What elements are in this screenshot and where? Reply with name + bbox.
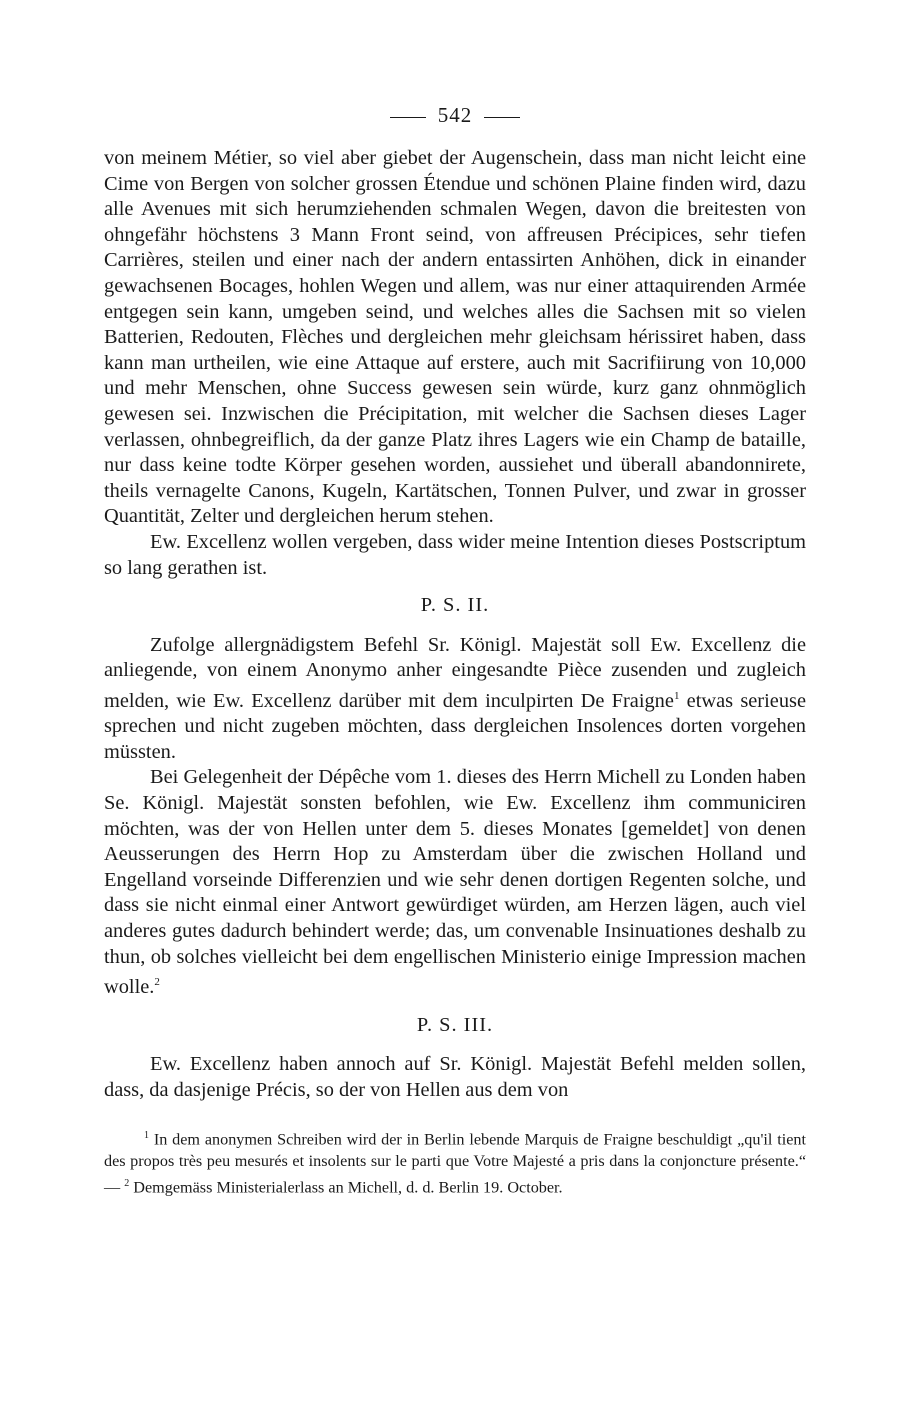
paragraph-apology: Ew. Excellenz wollen vergeben, dass wider meine Intention dieses Postscriptum so lang gerathen ist. <box>104 530 806 579</box>
footnote-mark-1: 1 <box>144 1130 149 1142</box>
paragraph-continued: von meinem Métier, so viel aber giebet der Augenschein, dass man nicht leicht eine Cime von Bergen von solcher grossen Étendue und schönen Plaine finden wird, dazu alle Avenues mit sich herumziehenden schmalen Wegen, davon die breitesten von ohngefähr höchstens 3 Mann Front seind, von affreusen Précipices, sehr tiefen Carrières, steilen und einer nach der andern entassirten Anhöhen, dick in einander gewachsenen Bocages, hohlen Wegen und allem, was nur einer attaquirenden Armée entgegen sein kann, umgeben seind, und welches alles die Sachsen mit so vielen Batterien, Redouten, Flèches und dergleichen mehr gleichsam hérissiret haben, dass kann man urtheilen, wie eine Attaque auf erstere, auch mit Sacrifiirung von 10,000 und mehr Menschen, ohne Success gewesen sein würde, kurz ganz ohnmöglich gewesen sei. Inzwischen die Précipitation, mit welcher die Sachsen dieses Lager verlassen, ohnbegreiflich, da der ganze Platz ihres Lagers wie ein Champ de bataille, nur dass keine todte Körper gesehen worden, aussiehet und überall abandonnirete, theils vernagelte Canons, Kugeln, Kartätschen, Tonnen Pulver, und zwar in grosser Quantität, Zelter und dergleichen herum stehen. <box>104 147 806 528</box>
footnote-text-2: Demgemäss Ministerialerlass an Michell, d. d. Berlin 19. October. <box>129 1177 563 1196</box>
paragraph-ps-2-second <box>104 765 806 1000</box>
section-heading-ps-2: P. S. II. <box>420 594 490 617</box>
footnotes <box>104 1125 806 1198</box>
paragraph-ps-3: Ew. Excellenz haben annoch auf Sr. Königl. Majestät Befehl melden sollen, dass, da dasjenige Précis, so der von Hellen aus dem von <box>104 1053 806 1101</box>
footnote-ref-1: 1 <box>673 689 680 702</box>
footnote-text-1: In dem anonymen Schreiben wird der in Berlin lebende Marquis de Fraigne beschuldigt „qu'il tient des propos très peu mesurés et insolents sur le parti que Votre Majesté a pris dans la conjoncture présente.“ — <box>104 1130 806 1196</box>
page-number-dash-right <box>484 117 520 118</box>
footnote-block <box>104 1125 806 1198</box>
page-number-header <box>104 100 806 130</box>
page-number-dash-left <box>390 117 426 118</box>
paragraph-ps-2-first-a: Zufolge allergnädigstem Befehl Sr. Königl. Majestät soll Ew. Excellenz die anliegende, von einem Anonymo anher eingesandte Pièce zusenden und zugleich melden, wie Ew. Excellenz darüber mit dem inculpirten De Fraigne <box>104 633 806 712</box>
footnote-mark-2: 2 <box>124 1177 130 1189</box>
section-heading-ps-3: P. S. III. <box>416 1013 494 1036</box>
paragraph-ps-2-first <box>104 633 806 766</box>
footnote-ref-2: 2 <box>154 976 160 989</box>
paragraph-ps-2-first-b: etwas serieuse sprechen und nicht zugeben möchten, dass dergleichen Insolences dorten vorgehen müssten. <box>104 689 806 763</box>
paragraph-ps-2-second-text: Bei Gelegenheit der Dépêche vom 1. dieses des Herrn Michell zu Londen haben Se. Königl. Majestät sonsten befohlen, wie Ew. Excellenz ihm communiciren möchten, was der von Hellen unter dem 5. dieses Monates [gemeldet] von denen Aeusserungen des Herrn Hop zu Amsterdam über die zwischen Holland und Engelland vorseinde Differenzien und wie sehr denen dortigen Regenten solche, und dass sie nicht einmal einer Antwort gewürdiget würden, am Herzen lägen, auch viel anderes gutes dadurch behindert werde; das, um convenable Insinuationes deshalb zu thun, ob solches vielleicht bei dem engellischen Ministerio einige Impression machen wolle. <box>104 766 806 998</box>
document-page <box>104 100 806 1198</box>
page-number: 542 <box>437 103 473 127</box>
